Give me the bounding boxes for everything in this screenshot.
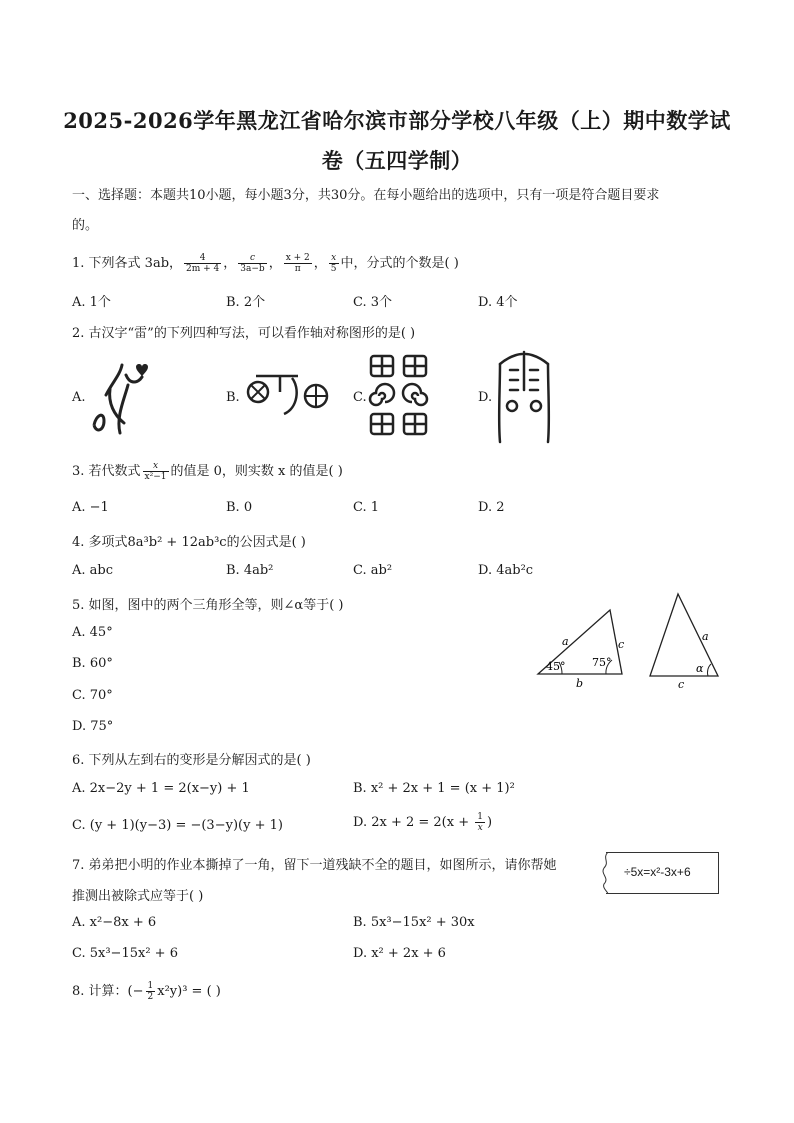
question-3 [72, 460, 343, 482]
q3-suffix: 的值是 0，则实数 x 的值是( ) [170, 464, 343, 479]
q4-option-c: C. ab² [353, 563, 393, 578]
q1-option-c: C. 3个 [353, 295, 393, 310]
torn-box-text: ÷5x=x²-3x+6 [624, 865, 691, 879]
q2-label-d: D. [478, 390, 493, 405]
question-5: 5. 如图，图中的两个三角形全等，则∠α等于( ) [72, 598, 344, 613]
q6-option-a: A. 2x−2y + 1 = 2(x−y) + 1 [72, 781, 250, 796]
q5-option-b: B. 60° [72, 656, 113, 671]
q7-option-b: B. 5x³−15x² + 30x [353, 915, 475, 930]
q4-option-a: A. abc [72, 563, 114, 578]
q1-option-b: B. 2个 [226, 295, 266, 310]
side-b-label: b [576, 677, 584, 690]
q8-fraction: $\frac{1}{2}$ [147, 981, 154, 1002]
question-1: 1. 下列各式 3ab， $\frac{4}{2m + 4}$ ， $\frac{c}{3a-b}$ ， $\frac{x + 2}{\pi}$ ， $\frac{x}{5}$ 中，分式的个数是( ) [72, 253, 459, 274]
section-heading-line2: 的。 [72, 218, 99, 233]
q6-option-c: C. (y + 1)(y−3) = −(3−y)(y + 1) [72, 818, 283, 833]
q2-label-c: C. [353, 390, 367, 405]
alpha-label: α [696, 662, 704, 675]
glyph-lei-c-image [366, 352, 434, 440]
side-c-label-right: c [678, 678, 685, 690]
angle-75-label: 75° [592, 656, 612, 669]
q7-option-d: D. x² + 2x + 6 [353, 946, 446, 961]
question-7-line1: 7. 弟弟把小明的作业本撕掉了一角，留下一道残缺不全的题目，如图所示，请你帮她 [72, 858, 557, 873]
q3-option-a: A. −1 [72, 500, 109, 515]
q2-label-a: A. [72, 390, 86, 405]
q1-suffix: 中，分式的个数是( ) [340, 256, 459, 271]
torn-homework-box [606, 852, 719, 894]
congruent-triangles-figure [530, 590, 730, 690]
q3-option-c: C. 1 [353, 500, 380, 515]
question-8 [72, 980, 221, 1002]
question-6: 6. 下列从左到右的变形是分解因式的是( ) [72, 753, 311, 768]
q3-fraction: $\frac{x}{\text{x²−1}}$ [144, 461, 167, 482]
q1-fraction-1: $\frac{4}{2m + 4}$ [186, 253, 220, 274]
q6-option-b: B. x² + 2x + 1 = (x + 1)² [353, 781, 515, 796]
q8-suffix: x²y)³ = ( ) [157, 984, 221, 999]
q1-option-d: D. 4个 [478, 295, 518, 310]
q5-option-c: C. 70° [72, 688, 113, 703]
q8-prefix: 8. 计算：(− [72, 984, 144, 999]
side-c-label-left: c [618, 638, 625, 651]
q3-prefix: 3. 若代数式 [72, 464, 141, 479]
q7-option-c: C. 5x³−15x² + 6 [72, 946, 178, 961]
q1-prefix: 1. 下列各式 3ab， [72, 256, 183, 271]
q5-option-a: A. 45° [72, 625, 113, 640]
q2-label-b: B. [226, 390, 240, 405]
side-a-label-right: a [702, 630, 709, 643]
q3-option-b: B. 0 [226, 500, 253, 515]
q4-option-d: D. 4ab²c [478, 563, 534, 578]
question-7-line2: 推测出被除式应等于( ) [72, 889, 204, 904]
q1-option-a: A. 1个 [72, 295, 111, 310]
glyph-lei-d-image [492, 350, 554, 445]
q1-fraction-4: $\frac{x}{5}$ [330, 253, 337, 274]
question-4: 4. 多项式8a³b² + 12ab³c的公因式是( ) [72, 535, 306, 550]
document-title-line2: 卷（五四学制） [321, 148, 473, 173]
q1-fraction-2: $\frac{c}{3a-b}$ [240, 253, 265, 274]
question-2: 2. 古汉字“雷”的下列四种写法，可以看作轴对称图形的是( ) [72, 326, 416, 341]
q7-option-a: A. x²−8x + 6 [72, 915, 157, 930]
q6-option-d: D. 2x + 2 = 2(x + $\frac{1}{x}$ ) [353, 812, 493, 833]
side-a-label-left: a [562, 635, 569, 648]
q4-option-b: B. 4ab² [226, 563, 274, 578]
glyph-lei-a-image [86, 355, 156, 440]
document-title-line1: 2025-2026学年黑龙江省哈尔滨市部分学校八年级（上）期中数学试 [63, 108, 731, 133]
q5-option-d: D. 75° [72, 719, 114, 734]
angle-45-label: 45° [546, 660, 566, 673]
section-heading-line1: 一、选择题：本题共10小题，每小题3分，共30分。在每小题给出的选项中，只有一项是符合题目要求 [72, 188, 660, 203]
glyph-lei-b-image [244, 370, 334, 420]
q3-option-d: D. 2 [478, 500, 505, 515]
q1-fraction-3: $\frac{x + 2}{\pi}$ [285, 253, 310, 274]
